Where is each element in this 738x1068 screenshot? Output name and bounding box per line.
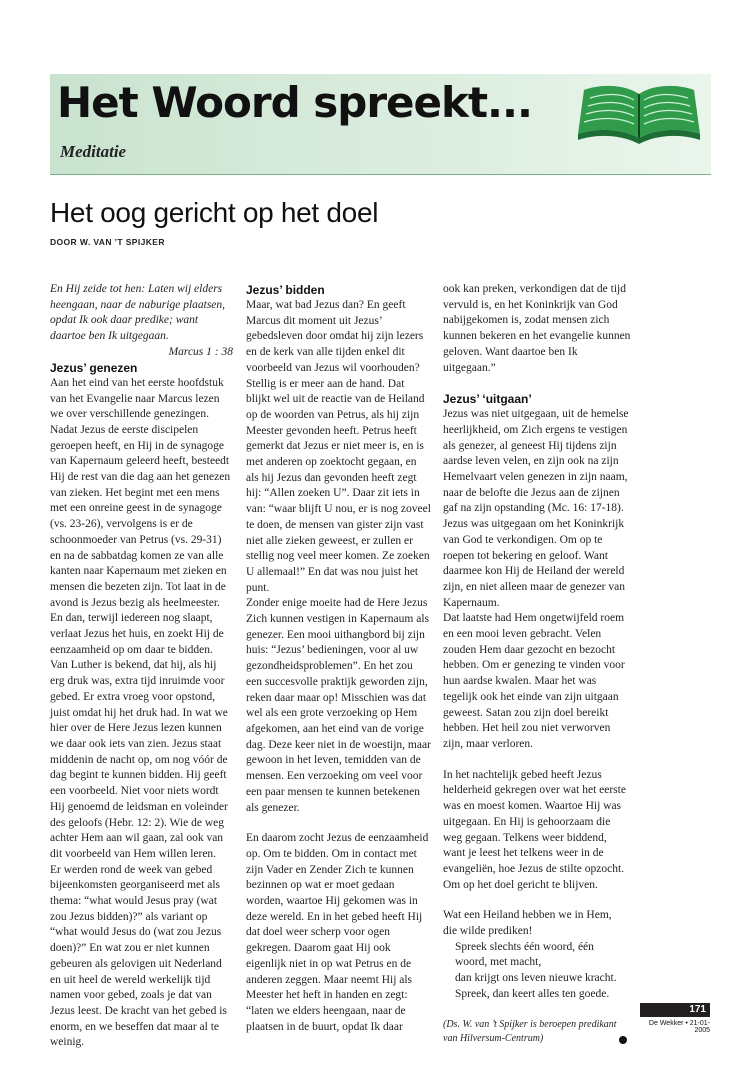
poem-line: Spreek slechts één woord, één [455,940,594,953]
closing-poem [443,908,631,1002]
poem-line: Wat een Heiland hebben we in Hem, [443,909,612,922]
column-1 [50,282,233,1051]
paragraph: ook kan preken, verkondigen dat de tijd vervuld is, en het Koninkrijk van God nabijgekomen is, zodat mensen zich kunnen bekeren en het evangelie kunnen geloven. Want daartoe ben Ik uitgegaan.” [443,283,631,374]
paragraph: Jezus was niet uitgegaan, uit de hemelse heerlijkheid, om Zich ergens te vestigen als genezer, al geneest Hij tijdens zijn aardse leven velen, en zijn ook na zijn Hemelvaart velen genezen in zijn naam, naar de belofte die Jezus aan de zijnen gaf na zijn opstanding (Mc. 16: 17-18). Jezus was uitgegaan om het Koninkrijk van God te verkondigen. Om op te roepen tot bekering en geloof. Want daarmee kon Hij de Heiland der wereld zijn, en niet alleen maar de genezer van Kapernaum. [443,408,629,609]
quote-reference: Marcus 1 : 38 [168,345,233,358]
heading-bidden: Jezus’ bidden [246,283,325,297]
section-subtitle: Meditatie [60,142,127,161]
byline: DOOR W. VAN ’T SPIJKER [50,237,165,247]
poem-line: Spreek, dan keert alles ten goede. [455,987,610,1000]
publication-info: De Wekker • 21-01-2005 [648,1020,710,1034]
poem-line: dan krijgt ons leven nieuwe kracht. [455,972,617,985]
bible-quote [50,282,233,358]
column-2 [246,282,431,1035]
paragraph: En daarom zocht Jezus de eenzaamheid op. Om te bidden. Om in contact met zijn Vader en Zender Zich te kunnen bezinnen op wat er moet gedaan worden, waartoe Hij gekomen was in deze wereld. En in het gebed heeft Hij dat doel weer scherp voor ogen gekregen. Daarom gaat Hij ook eigenlijk niet in op wat Petrus en de anderen zeggen. Maar neemt Hij als Meester het heft in handen en zegt: “laten we elders heengaan, naar de plaatsen in de buurt, opdat Ik daar [246,832,429,1033]
quote-text: En Hij zeide tot hen: Laten wij elders heengaan, naar de naburige plaatsen, opdat Ik ook daar predike; want daartoe ben Ik uitgegaan. [50,283,226,343]
paragraph: Er werden rond de week van gebed bijeenkomsten georganiseerd met als thema: “what would Jesus pray (wat zou Jezus bidden)?” als variant op “what would Jesus do (wat zou Jezus doen)?” En wat zou er niet kunnen gebeuren als gelovigen uit Nederland en uit heel de wereld werkelijk tijd namen voor gebed, zoals je dat van Jezus leest. De kracht van het gebed is enorm, en we beseffen dat maar al te weinig. [50,863,227,1049]
column-3 [443,282,631,1046]
paragraph: En dan, terwijl iedereen nog slaapt, verlaat Jezus het huis, en zoekt Hij de eenzaamheid op om daar te bidden. Van Luther is bekend, dat hij, als hij erg druk was, extra tijd inruimde voor gebed. Er extra vroeg voor opstond, juist omdat hij het druk had. In wat we hier over de Here Jezus lezen kunnen we daar ook iets van zien. Jezus staat middenin de nacht op, om nog vóór de dag begint te kunnen bidden. Hij geeft een voorbeeld. Niet voor niets wordt Hij genoemd de leidsman en voleinder des geloofs (Hebr. 12: 2). Wie de weg achter Hem aan wil gaan, zal ook van dit voorbeeld van Hem willen leren. [50,612,228,860]
section-title: Het Woord spreekt... [57,78,532,127]
heading-genezen: Jezus’ genezen [50,360,138,375]
paragraph: Aan het eind van het eerste hoofdstuk van het Evangelie naar Marcus lezen we over verschillende genezingen. Nadat Jezus de eerste discipelen geroepen heeft, en Hij in de synagoge van Kapernaum geleerd heeft, besteedt Hij de rest van die dag aan het genezen van zieken. Het begint met een mens met een onreine geest in de synagoge (vs. 23-26), vervolgens is er de schoonmoeder van Petrus (vs. 29-31) en na de sabbatdag komen ze van alle kanten naar Kapernaum met zieken en mensen die bezeten zijn. Tot laat in de avond is Jezus bezig als heelmeester. [50,376,231,609]
paragraph: Dat laatste had Hem ongetwijfeld roem en een mooi leven gebracht. Velen zouden Hem daar gezocht en bezocht hebben. Om er genezing te vinden voor hun aardse kwalen. Maar het was tegelijk ook het einde van zijn uitgaan geweest. Satan zou zijn doel bereikt hebben. Het heil zou niet verworven zijn, maar verloren. [443,612,625,750]
poem-line: woord, met macht, [455,956,542,969]
page-number: 171 [640,1003,710,1017]
paragraph: Zonder enige moeite had de Here Jezus Zich kunnen vestigen in Kapernaum als genezer. Een mooi uithangbord bij zijn huis: “Jezus’ bedieningen, voor al uw gezondheidsproblemen”. En het zou een succesvolle praktijk geworden zijn, reken daar maar op! Misschien was dat wel als een grote verzoeking op Hem afgekomen, aan het eind van de vorige dag. Deze keer niet in de woestijn, maar gewoon in het leven, temidden van de mensen. Een verzoeking om veel voor een paar mensen te kunnen betekenen als genezer. [246,597,431,814]
article-title: Het oog gericht op het doel [50,197,379,228]
paragraph: Maar, wat bad Jezus dan? En geeft Marcus dit moment uit Jezus’ gebedsleven door omdat hij zijn lezers en de kerk van alle tijden enkel dit voorbeeld van Jezus wil voorhouden? Stellig is er meer aan de hand. Dat blijkt wel uit de reactie van de Heiland op de woorden van Petrus, als hij zijn Meester gevonden heeft. Petrus heeft gemerkt dat Jezus er niet meer is, en is met anderen op zoektocht gegaan, en als hij Jezus dan gevonden heeft zegt hij: “Allen zoeken U”. Daar zit iets in van: “waar blijft U nou, er is nog zoveel te doen, de mensen van gister zijn vast niet alle zieken geweest, er zullen er stellig nog veel meer komen. Ze zoeken U allemaal!” En dat was nou juist het punt. [246,299,431,594]
poem-line: die wilde prediken! [443,925,533,938]
heading-uitgaan: Jezus’ ‘uitgaan’ [443,392,532,407]
paragraph: In het nachtelijk gebed heeft Jezus helderheid gekregen over wat het eerste was en moest komen. Waartoe Hij was uitgegaan. En Hij is gehoorzaam die weg gegaan. Telkens weer biddend, want je leest het telkens weer in de evangeliën, hoe Jezus de stilte opzocht. Om op het doel gericht te blijven. [443,768,626,891]
open-book-icon [576,80,702,144]
end-of-article-dot [619,1036,627,1044]
author-bio-text: (Ds. W. van ’t Spijker is beroepen predikant van Hilversum-Centrum) [443,1018,617,1044]
author-bio [443,1018,631,1046]
